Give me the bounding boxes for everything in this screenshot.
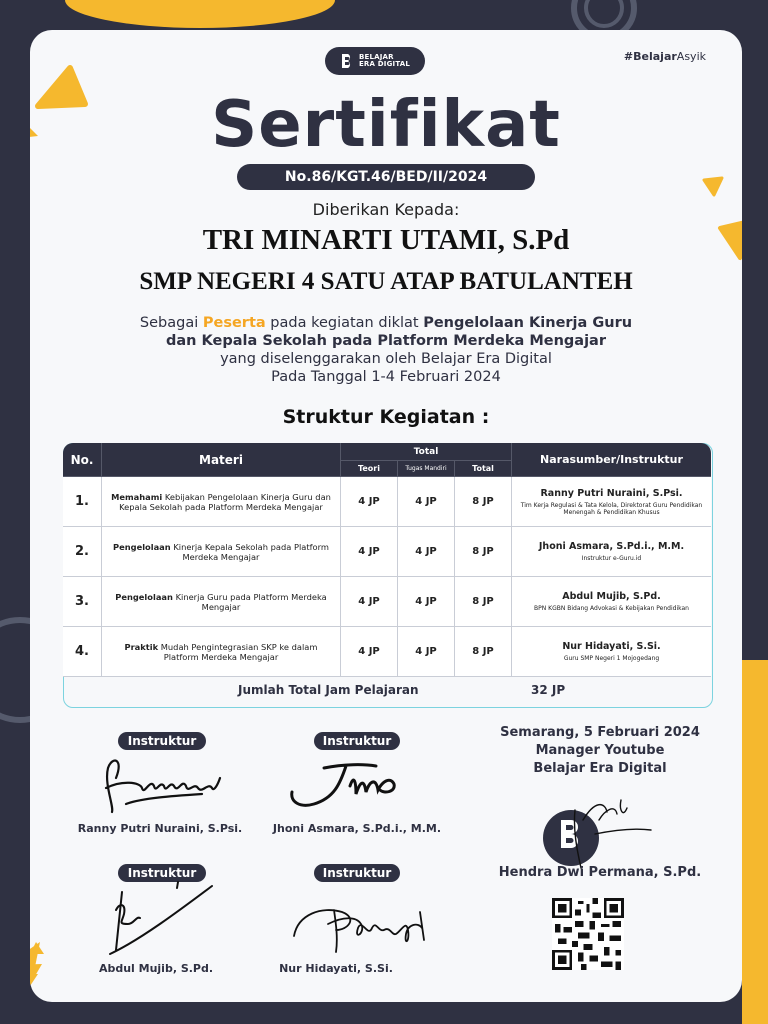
col-no: No. — [63, 443, 102, 477]
row-tugas: 4 JP — [398, 627, 455, 677]
signature-name-3: Abdul Mujib, S.Pd. — [98, 962, 214, 975]
certificate-title: Sertifikat — [211, 88, 561, 162]
row-total: 8 JP — [455, 627, 512, 677]
row-jabatan: Instruktur e-Guru.id — [581, 555, 642, 562]
row-narasumber: Nur Hidayati, S.Si. Guru SMP Negeri 1 Mojogedang — [512, 627, 711, 677]
brand-logo — [325, 47, 425, 75]
qr-code — [552, 898, 624, 970]
row-materi: Pengelolaan Kinerja Guru pada Platform Merdeka Mengajar — [102, 577, 341, 627]
instructor-tag-3: Instruktur — [118, 864, 206, 882]
row-total: 8 JP — [455, 477, 512, 527]
col-total: Total — [455, 461, 512, 477]
signature-name-2: Jhoni Asmara, S.Pd.i., M.M. — [272, 822, 442, 835]
manager-name: Hendra Dwi Permana, S.Pd. — [498, 865, 702, 880]
row-narasumber: Jhoni Asmara, S.Pd.i., M.M. Instruktur e-Guru.id — [512, 527, 711, 577]
table-row — [63, 477, 711, 527]
hashtag: #BelajarAsyik — [623, 50, 706, 63]
row-teori: 4 JP — [341, 477, 398, 527]
row-materi: Praktik Mudah Pengintegrasian SKP ke dalam Platform Merdeka Mengajar — [102, 627, 341, 677]
row-tugas: 4 JP — [398, 527, 455, 577]
instructor-tag-2: Instruktur — [314, 732, 400, 750]
table-row — [63, 527, 711, 577]
total-hours-value: 32 JP — [531, 683, 566, 697]
place-date: Semarang, 5 Februari 2024 — [500, 725, 700, 740]
row-narasumber: Abdul Mujib, S.Pd. BPN KGBN Bidang Advokasi & Kebijakan Pendidikan — [512, 577, 711, 627]
recipient-school: SMP NEGERI 4 SATU ATAP BATULANTEH — [139, 268, 633, 295]
manager-role-2: Belajar Era Digital — [533, 761, 667, 776]
signature-name-1: Ranny Putri Nuraini, S.Psi. — [77, 822, 243, 835]
row-materi: Memahami Kebijakan Pengelolaan Kinerja Guru dan Kepala Sekolah pada Platform Merdeka Mengajar — [102, 477, 341, 527]
table-body — [63, 477, 711, 677]
row-teori: 4 JP — [341, 527, 398, 577]
col-narasumber: Narasumber/Instruktur — [512, 443, 711, 477]
manager-role-1: Manager Youtube — [535, 743, 665, 758]
row-number: 3. — [63, 577, 102, 627]
brand-logo-icon — [340, 53, 354, 69]
signature-name-4: Nur Hidayati, S.Si. — [279, 962, 393, 975]
manager-block — [470, 724, 730, 778]
col-tugas-mandiri: Tugas Mandiri — [398, 461, 455, 477]
table-row — [63, 577, 711, 627]
instructor-tag-4: Instruktur — [314, 864, 400, 882]
certificate-number: No.86/KGT.46/BED/II/2024 — [237, 164, 535, 190]
total-hours-label: Jumlah Total Jam Pelajaran — [238, 683, 419, 697]
col-teori: Teori — [341, 461, 398, 477]
brand-logo-line2: ERA DIGITAL — [358, 60, 411, 68]
structure-title: Struktur Kegiatan : — [282, 406, 490, 428]
total-hours-row — [63, 675, 711, 706]
row-tugas: 4 JP — [398, 477, 455, 527]
row-jabatan: Guru SMP Negeri 1 Mojogedang — [563, 655, 660, 662]
signature-abdul — [100, 880, 220, 960]
row-number: 2. — [63, 527, 102, 577]
activity-table — [63, 443, 711, 677]
row-tugas: 4 JP — [398, 577, 455, 627]
signature-jhoni — [284, 754, 414, 814]
col-materi: Materi — [102, 443, 341, 477]
recipient-name: TRI MINARTI UTAMI, S.Pd — [202, 224, 570, 256]
signature-nur — [288, 890, 438, 960]
row-jabatan: BPN KGBN Bidang Advokasi & Kebijakan Pendidikan — [534, 605, 689, 612]
certificate-description: Sebagai Peserta pada kegiatan diklat Pengelolaan Kinerja Guru dan Kepala Sekolah pada Platform Merdeka Mengajar yang diselenggarakan oleh Belajar Era Digital Pada Tanggal 1-4 Februari 2024 — [139, 315, 633, 385]
row-jabatan: Tim Kerja Regulasi & Tata Kelola, Direktorat Guru Pendidikan Menengah & Pendidikan Khusus — [520, 501, 703, 516]
row-total: 8 JP — [455, 577, 512, 627]
participant-role: Peserta — [202, 315, 266, 331]
certificate-card — [30, 30, 742, 1002]
table-row — [63, 627, 711, 677]
row-number: 1. — [63, 477, 102, 527]
row-total: 8 JP — [455, 527, 512, 577]
row-teori: 4 JP — [341, 627, 398, 677]
instructor-tag-1: Instruktur — [118, 732, 206, 750]
row-materi: Pengelolaan Kinerja Kepala Sekolah pada Platform Merdeka Mengajar — [102, 527, 341, 577]
row-narasumber: Ranny Putri Nuraini, S.Psi. Tim Kerja Regulasi & Tata Kelola, Direktorat Guru Pendidikan Menengah & Pendidikan Khusus — [512, 477, 711, 527]
given-to-label: Diberikan Kepada: — [312, 200, 460, 219]
row-teori: 4 JP — [341, 577, 398, 627]
brand-logo-line1: BELAJAR — [358, 53, 394, 61]
col-total-group: Total — [341, 443, 512, 461]
row-number: 4. — [63, 627, 102, 677]
signature-ranny — [102, 748, 228, 820]
